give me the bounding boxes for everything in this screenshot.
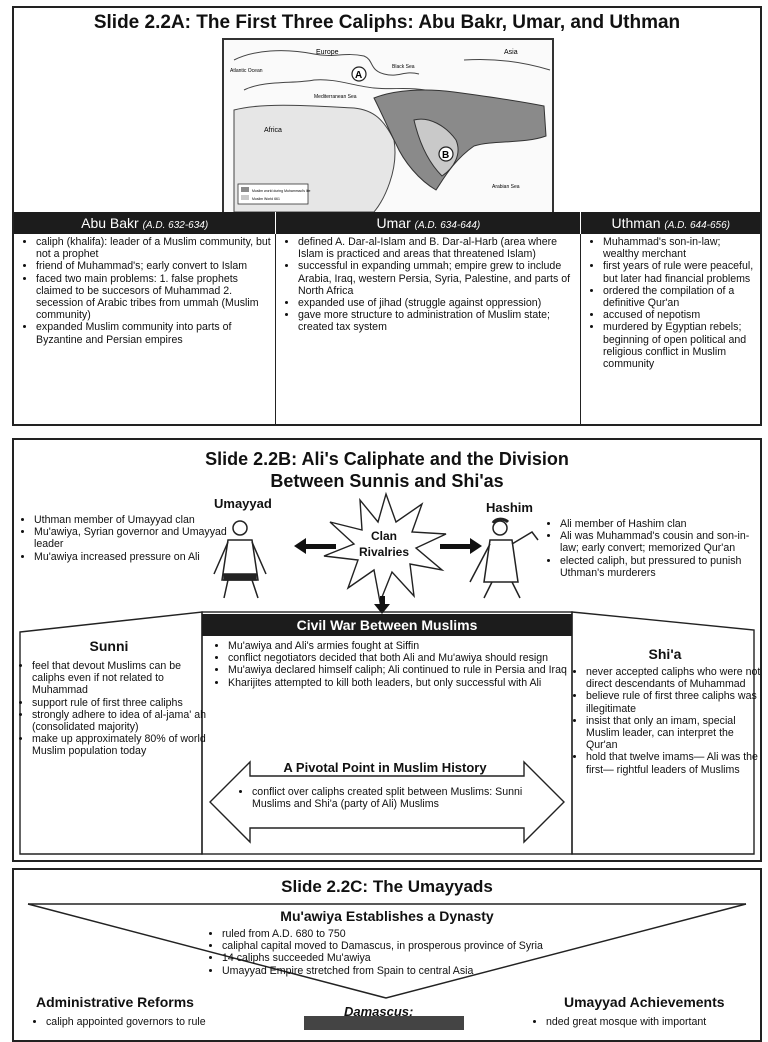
list-item: • believe rule of first three caliphs was illegitimate [586, 690, 762, 714]
list-item: • Umayyad Empire stretched from Spain to central Asia [222, 965, 682, 977]
admin-reforms-heading: Administrative Reforms [36, 994, 194, 1010]
marker-a: A [355, 70, 363, 81]
list-item: • Uthman member of Umayyad clan [34, 514, 234, 526]
list-item: • Mu'awiya declared himself caliph; Ali continued to rule in Persia and Iraq [228, 664, 580, 676]
col-header-umar: Umar (A.D. 634-644) [276, 212, 581, 234]
list-item: • caliphal capital moved to Damascus, in prosperous province of Syria [222, 940, 682, 952]
slide-b-title: Slide 2.2B: Ali's Caliphate and the Division Between Sunnis and Shi'as [205, 449, 569, 491]
list-item: • ruled from A.D. 680 to 750 [222, 928, 682, 940]
slide-a-title: Slide 2.2A: The First Three Caliphs: Abu Bakr, Umar, and Uthman [93, 12, 681, 33]
list-item: • faced two main problems: 1. false prophets claimed to be succesors of Muhammad 2. secession of Arabic tribes from ummah (Muslim community) [36, 273, 271, 322]
map-legend-1: Muslim world during Muhammad's life [252, 189, 311, 193]
map-label-black-sea: Black Sea [392, 64, 415, 70]
hashim-list [546, 518, 762, 579]
shia-heading: Shi'a [648, 646, 682, 662]
map-label-atlantic: Atlantic Ocean [230, 68, 263, 74]
map-legend-2: Muslim World 661 [252, 197, 280, 201]
list-item: • nded great mosque with important [546, 1016, 762, 1028]
map-label-arabian-sea: Arabian Sea [492, 184, 520, 190]
list-item: • Mu'awiya increased pressure on Ali [34, 551, 234, 563]
map-label-mediterranean: Mediterranean Sea [314, 94, 357, 100]
marker-b: B [442, 150, 450, 161]
list-item: • Kharijites attempted to kill both leaders, but only successful with Ali [228, 677, 580, 689]
col-uthman [581, 234, 760, 424]
col-header-uthman: Uthman (A.D. 644-656) [611, 215, 730, 231]
civil-war-header: Civil War Between Muslims [202, 614, 572, 636]
list-item: • caliph appointed governors to rule [46, 1016, 296, 1028]
list-item: • accused of nepotism [603, 309, 756, 321]
dynasty-heading: Mu'awiya Establishes a Dynasty [280, 908, 494, 924]
caliph-table-body [14, 234, 760, 424]
col-abu-bakr [14, 234, 276, 424]
list-item: • Muhammad's son-in-law; wealthy merchant [603, 236, 756, 260]
list-item: • gave more structure to administration of Muslim state; created tax system [298, 309, 576, 333]
pivot-list [240, 786, 552, 810]
slide-2-2c [12, 868, 762, 1042]
list-item: • conflict over caliphs created split between Muslims: Sunni Muslims and Shi'a (party of Ali) Muslims [252, 786, 552, 810]
list-item: • feel that devout Muslims can be caliphs even if not related to Muhammad [32, 660, 212, 697]
list-item: • support rule of first three caliphs [32, 697, 212, 709]
list-item: • expanded Muslim community into parts of Byzantine and Persian empires [36, 321, 271, 345]
achievements-list [534, 1016, 762, 1028]
slide-2-2b [12, 438, 762, 862]
slide-c-title: Slide 2.2C: The Umayyads [281, 877, 493, 896]
list-item: • expanded use of jihad (struggle against oppression) [298, 297, 576, 309]
clan-rivalries-label: Clan Rivalries [358, 529, 410, 559]
map-label-africa: Africa [264, 127, 282, 134]
col-header-abu-bakr: Abu Bakr (A.D. 632-634) [14, 212, 276, 234]
list-item: • defined A. Dar-al-Islam and B. Dar-al-Harb (area where Islam is practiced and areas that threatened Islam) [298, 236, 576, 260]
umayyad-list [20, 514, 234, 563]
list-item: • make up approximately 80% of world Muslim population today [32, 733, 212, 757]
achievements-heading: Umayyad Achievements [564, 994, 725, 1010]
caliphate-map [222, 38, 554, 214]
shia-list [574, 666, 762, 776]
slide-2-2a [12, 6, 762, 426]
list-item: • never accepted caliphs who were not direct descendants of Muhammad [586, 666, 762, 690]
list-item: • ordered the compilation of a definitive Qur'an [603, 285, 756, 309]
list-item: • elected caliph, but pressured to punish Uthman's murderers [560, 555, 762, 579]
list-item: • first years of rule were peaceful, but later had financial problems [603, 260, 756, 284]
hashim-figure-icon [470, 519, 538, 598]
list-item: • hold that twelve imams— Ali was the first— rightful leaders of Muslims [586, 751, 762, 775]
map-graphic [224, 40, 552, 212]
hashim-label: Hashim [486, 500, 533, 515]
list-item: • Ali was Muhammad's cousin and son-in-law; early convert; memorized Qur'an [560, 530, 762, 554]
list-item: • murdered by Egyptian rebels; beginning of open political and religious conflict in Muslim community [603, 321, 756, 370]
dynasty-list [210, 928, 682, 977]
col-umar [276, 234, 581, 424]
list-item: • Mu'awiya and Ali's armies fought at Siffin [228, 640, 580, 652]
list-item: • caliph (khalifa): leader of a Muslim community, but not a prophet [36, 236, 271, 260]
umayyad-label: Umayyad [214, 496, 272, 511]
sunni-heading: Sunni [89, 638, 129, 654]
list-item: • 14 caliphs succeeded Mu'awiya [222, 952, 682, 964]
list-item: • strongly adhere to idea of al-jama' ah (consolidated majority) [32, 709, 212, 733]
list-item: • Ali member of Hashim clan [560, 518, 762, 530]
list-item: • Mu'awiya, Syrian governor and Umayyad leader [34, 526, 234, 550]
map-label-europe: Europe [316, 49, 339, 56]
pivot-heading: A Pivotal Point in Muslim History [283, 760, 487, 775]
list-item: • insist that only an imam, special Muslim leader, can interpret the Qur'an [586, 715, 762, 752]
civil-war-list [214, 640, 580, 689]
map-label-asia: Asia [504, 49, 518, 56]
list-item: • successful in expanding ummah; empire grew to include Arabia, Iraq, western Persia, Syria, Palestine, and parts of North Africa [298, 260, 576, 297]
damascus-label: Damascus: [344, 1004, 414, 1019]
caliph-table-header [14, 212, 760, 234]
list-item: • friend of Muhammad's; early convert to Islam [36, 260, 271, 272]
sunni-list [20, 660, 212, 758]
list-item: • conflict negotiators decided that both Ali and Mu'awiya should resign [228, 652, 580, 664]
admin-list [34, 1016, 296, 1028]
